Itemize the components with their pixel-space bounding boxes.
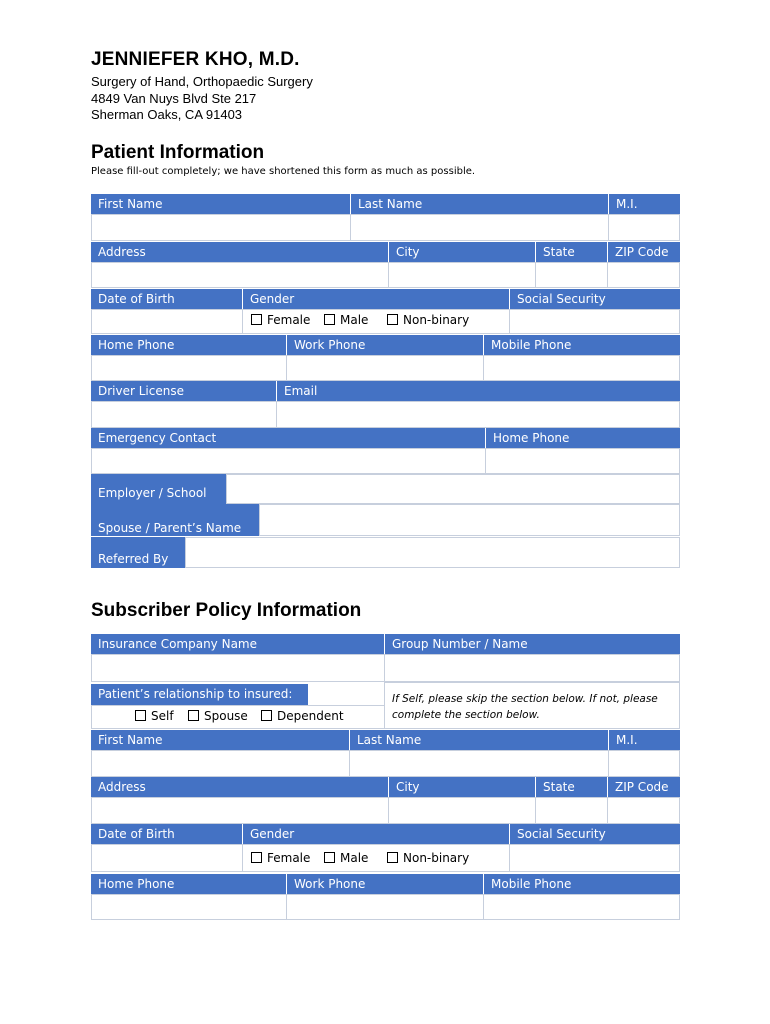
- checkbox-icon[interactable]: [387, 314, 398, 325]
- label-last-name: Last Name: [351, 194, 608, 214]
- sub-zip-field[interactable]: [607, 797, 680, 824]
- label-referred-by: Referred By: [91, 537, 186, 568]
- patient-section-note: Please fill-out completely; we have shortened this form as much as possible.: [91, 166, 476, 177]
- label-sub-dob: Date of Birth: [91, 824, 242, 844]
- spouse-parent-field[interactable]: [259, 504, 680, 536]
- label-sub-city: City: [389, 777, 535, 797]
- dob-field[interactable]: [91, 309, 243, 334]
- label-sub-first-name: First Name: [91, 730, 349, 750]
- patient-section-title: Patient Information: [91, 142, 265, 163]
- sub-work-phone-field[interactable]: [286, 894, 484, 920]
- label-address: Address: [91, 242, 388, 262]
- label-ssn: Social Security: [510, 289, 680, 309]
- sub-last-name-field[interactable]: [349, 750, 609, 777]
- label-mi: M.I.: [609, 194, 680, 214]
- label-mobile-phone: Mobile Phone: [484, 335, 680, 355]
- label-spouse-parent: Spouse / Parent’s Name: [91, 504, 260, 536]
- checkbox-icon[interactable]: [387, 852, 398, 863]
- city-field[interactable]: [388, 262, 536, 288]
- sub-gender-male-option[interactable]: [324, 851, 368, 865]
- relationship-dependent-option[interactable]: [261, 709, 344, 723]
- label-relationship: Patient’s relationship to insured:: [91, 684, 308, 705]
- sub-first-name-field[interactable]: [91, 750, 350, 777]
- label-emergency-contact: Emergency Contact: [91, 428, 485, 448]
- label-email: Email: [277, 381, 680, 401]
- label-insurance-company: Insurance Company Name: [91, 634, 384, 654]
- relationship-dependent-label: Dependent: [277, 709, 344, 723]
- checkbox-icon[interactable]: [135, 710, 146, 721]
- address-field[interactable]: [91, 262, 389, 288]
- first-name-field[interactable]: [91, 214, 351, 241]
- label-group-number: Group Number / Name: [385, 634, 680, 654]
- office-address-line1: 4849 Van Nuys Blvd Ste 217: [91, 91, 257, 106]
- ssn-field[interactable]: [509, 309, 680, 334]
- sub-mi-field[interactable]: [608, 750, 680, 777]
- label-driver-license: Driver License: [91, 381, 276, 401]
- gender-male-option[interactable]: [324, 313, 368, 327]
- sub-gender-nonbinary-option[interactable]: [387, 851, 469, 865]
- email-field[interactable]: [276, 401, 680, 428]
- referred-by-field[interactable]: [185, 537, 680, 568]
- patient-form: [91, 194, 680, 568]
- sub-dob-field[interactable]: [91, 844, 243, 872]
- checkbox-icon[interactable]: [188, 710, 199, 721]
- checkbox-icon[interactable]: [324, 852, 335, 863]
- sub-address-field[interactable]: [91, 797, 389, 824]
- home-phone-field[interactable]: [91, 355, 287, 381]
- sub-city-field[interactable]: [388, 797, 536, 824]
- sub-mobile-phone-field[interactable]: [483, 894, 680, 920]
- label-employer: Employer / School: [91, 474, 227, 504]
- gender-nonbinary-label: Non-binary: [403, 313, 470, 327]
- last-name-field[interactable]: [350, 214, 609, 241]
- label-first-name: First Name: [91, 194, 350, 214]
- sub-gender-male-label: Male: [340, 851, 369, 865]
- label-gender: Gender: [243, 289, 509, 309]
- sub-state-field[interactable]: [535, 797, 608, 824]
- employer-field[interactable]: [226, 474, 680, 504]
- relationship-self-option[interactable]: [135, 709, 174, 723]
- emergency-contact-field[interactable]: [91, 448, 486, 474]
- label-sub-mobile-phone: Mobile Phone: [484, 874, 680, 894]
- work-phone-field[interactable]: [286, 355, 484, 381]
- insurance-company-field[interactable]: [91, 654, 385, 682]
- state-field[interactable]: [535, 262, 608, 288]
- label-sub-gender: Gender: [243, 824, 509, 844]
- label-home-phone: Home Phone: [91, 335, 286, 355]
- checkbox-icon[interactable]: [251, 314, 262, 325]
- label-dob: Date of Birth: [91, 289, 242, 309]
- label-sub-address: Address: [91, 777, 388, 797]
- relationship-self-label: Self: [151, 709, 174, 723]
- subscriber-section-title: Subscriber Policy Information: [91, 600, 362, 621]
- label-sub-ssn: Social Security: [510, 824, 680, 844]
- office-address-line2: Sherman Oaks, CA 91403: [91, 107, 243, 122]
- label-sub-state: State: [536, 777, 607, 797]
- label-state: State: [536, 242, 607, 262]
- zip-field[interactable]: [607, 262, 680, 288]
- checkbox-icon[interactable]: [261, 710, 272, 721]
- label-zip: ZIP Code: [608, 242, 680, 262]
- sub-home-phone-field[interactable]: [91, 894, 287, 920]
- doctor-name: JENNIEFER KHO, M.D.: [91, 49, 300, 70]
- group-number-field[interactable]: [384, 654, 680, 682]
- label-sub-home-phone: Home Phone: [91, 874, 286, 894]
- subscriber-form: [91, 634, 680, 920]
- sub-gender-nonbinary-label: Non-binary: [403, 851, 470, 865]
- checkbox-icon[interactable]: [251, 852, 262, 863]
- label-emergency-home-phone: Home Phone: [486, 428, 680, 448]
- sub-gender-female-label: Female: [267, 851, 311, 865]
- checkbox-icon[interactable]: [324, 314, 335, 325]
- sub-ssn-field[interactable]: [509, 844, 680, 872]
- label-sub-mi: M.I.: [609, 730, 680, 750]
- emergency-home-phone-field[interactable]: [485, 448, 680, 474]
- gender-male-label: Male: [340, 313, 369, 327]
- label-city: City: [389, 242, 535, 262]
- skip-note-line1: If Self, please skip the section below. If not, please: [392, 693, 658, 705]
- mobile-phone-field[interactable]: [483, 355, 680, 381]
- gender-nonbinary-option[interactable]: [387, 313, 469, 327]
- gender-female-label: Female: [267, 313, 311, 327]
- sub-gender-female-option[interactable]: [251, 851, 310, 865]
- label-sub-zip: ZIP Code: [608, 777, 680, 797]
- gender-female-option[interactable]: [251, 313, 310, 327]
- mi-field[interactable]: [608, 214, 680, 241]
- skip-note-line2: complete the section below.: [392, 709, 540, 721]
- relationship-spouse-option[interactable]: [188, 709, 248, 723]
- label-sub-work-phone: Work Phone: [287, 874, 483, 894]
- driver-license-field[interactable]: [91, 401, 277, 428]
- doctor-specialty: Surgery of Hand, Orthopaedic Surgery: [91, 74, 313, 89]
- label-work-phone: Work Phone: [287, 335, 483, 355]
- relationship-spouse-label: Spouse: [204, 709, 248, 723]
- label-sub-last-name: Last Name: [350, 730, 608, 750]
